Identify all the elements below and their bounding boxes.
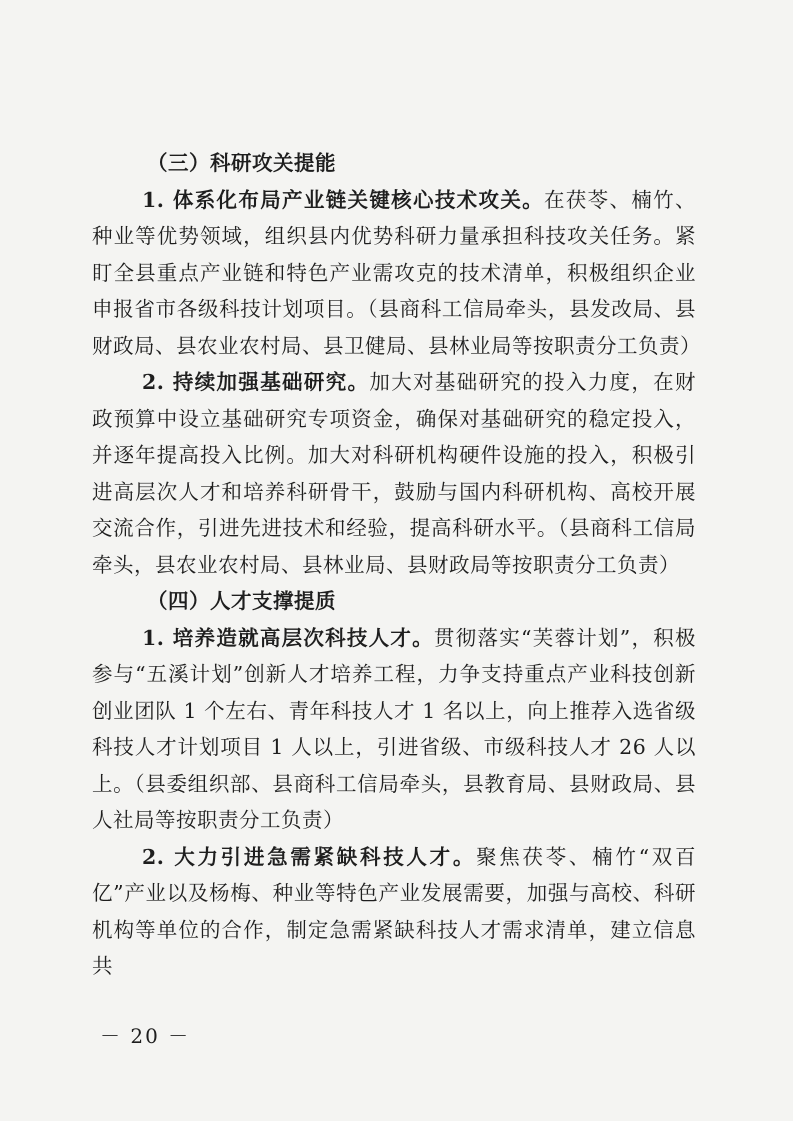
paragraph-text: 贯彻落实“芙蓉计划”，积极参与“五溪计划”创新人才培养工程，力争支持重点产业科技创新创业团队 1 个左右、青年科技人才 1 名以上，向上推荐入选省级科技人才计划项目 1 人以上，引进省级、市级科技人才 26 人以上。（县委组织部、县商科工信局牵头，县教育局、县财政局、县人社局等按职责分工负责）	[92, 625, 696, 832]
paragraph-text: 聚焦茯苓、楠竹“双百亿”产业以及杨梅、种业等特色产业发展需要，加强与高校、科研机构等单位的合作，制定急需紧缺科技人才需求清单，建立信息共	[92, 844, 696, 978]
paragraph-lead: 2. 持续加强基础研究。	[142, 370, 370, 394]
paragraph-lead: 1. 培养造就高层次科技人才。	[142, 625, 434, 650]
section-heading-4: （四）人才支撑提质	[147, 589, 336, 613]
document-body	[92, 145, 701, 985]
paragraph-4-2	[92, 839, 696, 985]
paragraph-lead: 1. 体系化布局产业链关键核心技术攻关。	[142, 187, 545, 212]
paragraph-text: 加大对基础研究的投入力度，在财政预算中设立基础研究专项资金，确保对基础研究的稳定投入，并逐年提高投入比例。加大对科研机构硬件设施的投入，积极引进高层次人才和培养科研骨干，鼓励与国内科研机构、高校开展交流合作，引进先进技术和经验，提高科研水平。（县商科工信局牵头，县农业农村局、县林业局、县财政局等按职责分工负责）	[92, 370, 696, 577]
paragraph-3-1	[92, 182, 701, 365]
section-heading-3: （三）科研攻关提能	[147, 151, 336, 175]
paragraph-text: 在茯苓、楠竹、种业等优势领域，组织县内优势科研力量承担科技攻关任务。紧盯全县重点产业链和特色产业需攻克的技术清单，积极组织企业申报省市各级科技计划项目。（县商科工信局牵头，县发改局、县财政局、县农业农村局、县卫健局、县林业局等按职责分工负责）	[92, 187, 701, 358]
page-number: － 20 －	[100, 1024, 191, 1048]
paragraph-3-2	[92, 364, 696, 583]
paragraph-lead: 2. 大力引进急需紧缺科技人才。	[142, 844, 477, 869]
paragraph-4-1	[92, 620, 696, 839]
